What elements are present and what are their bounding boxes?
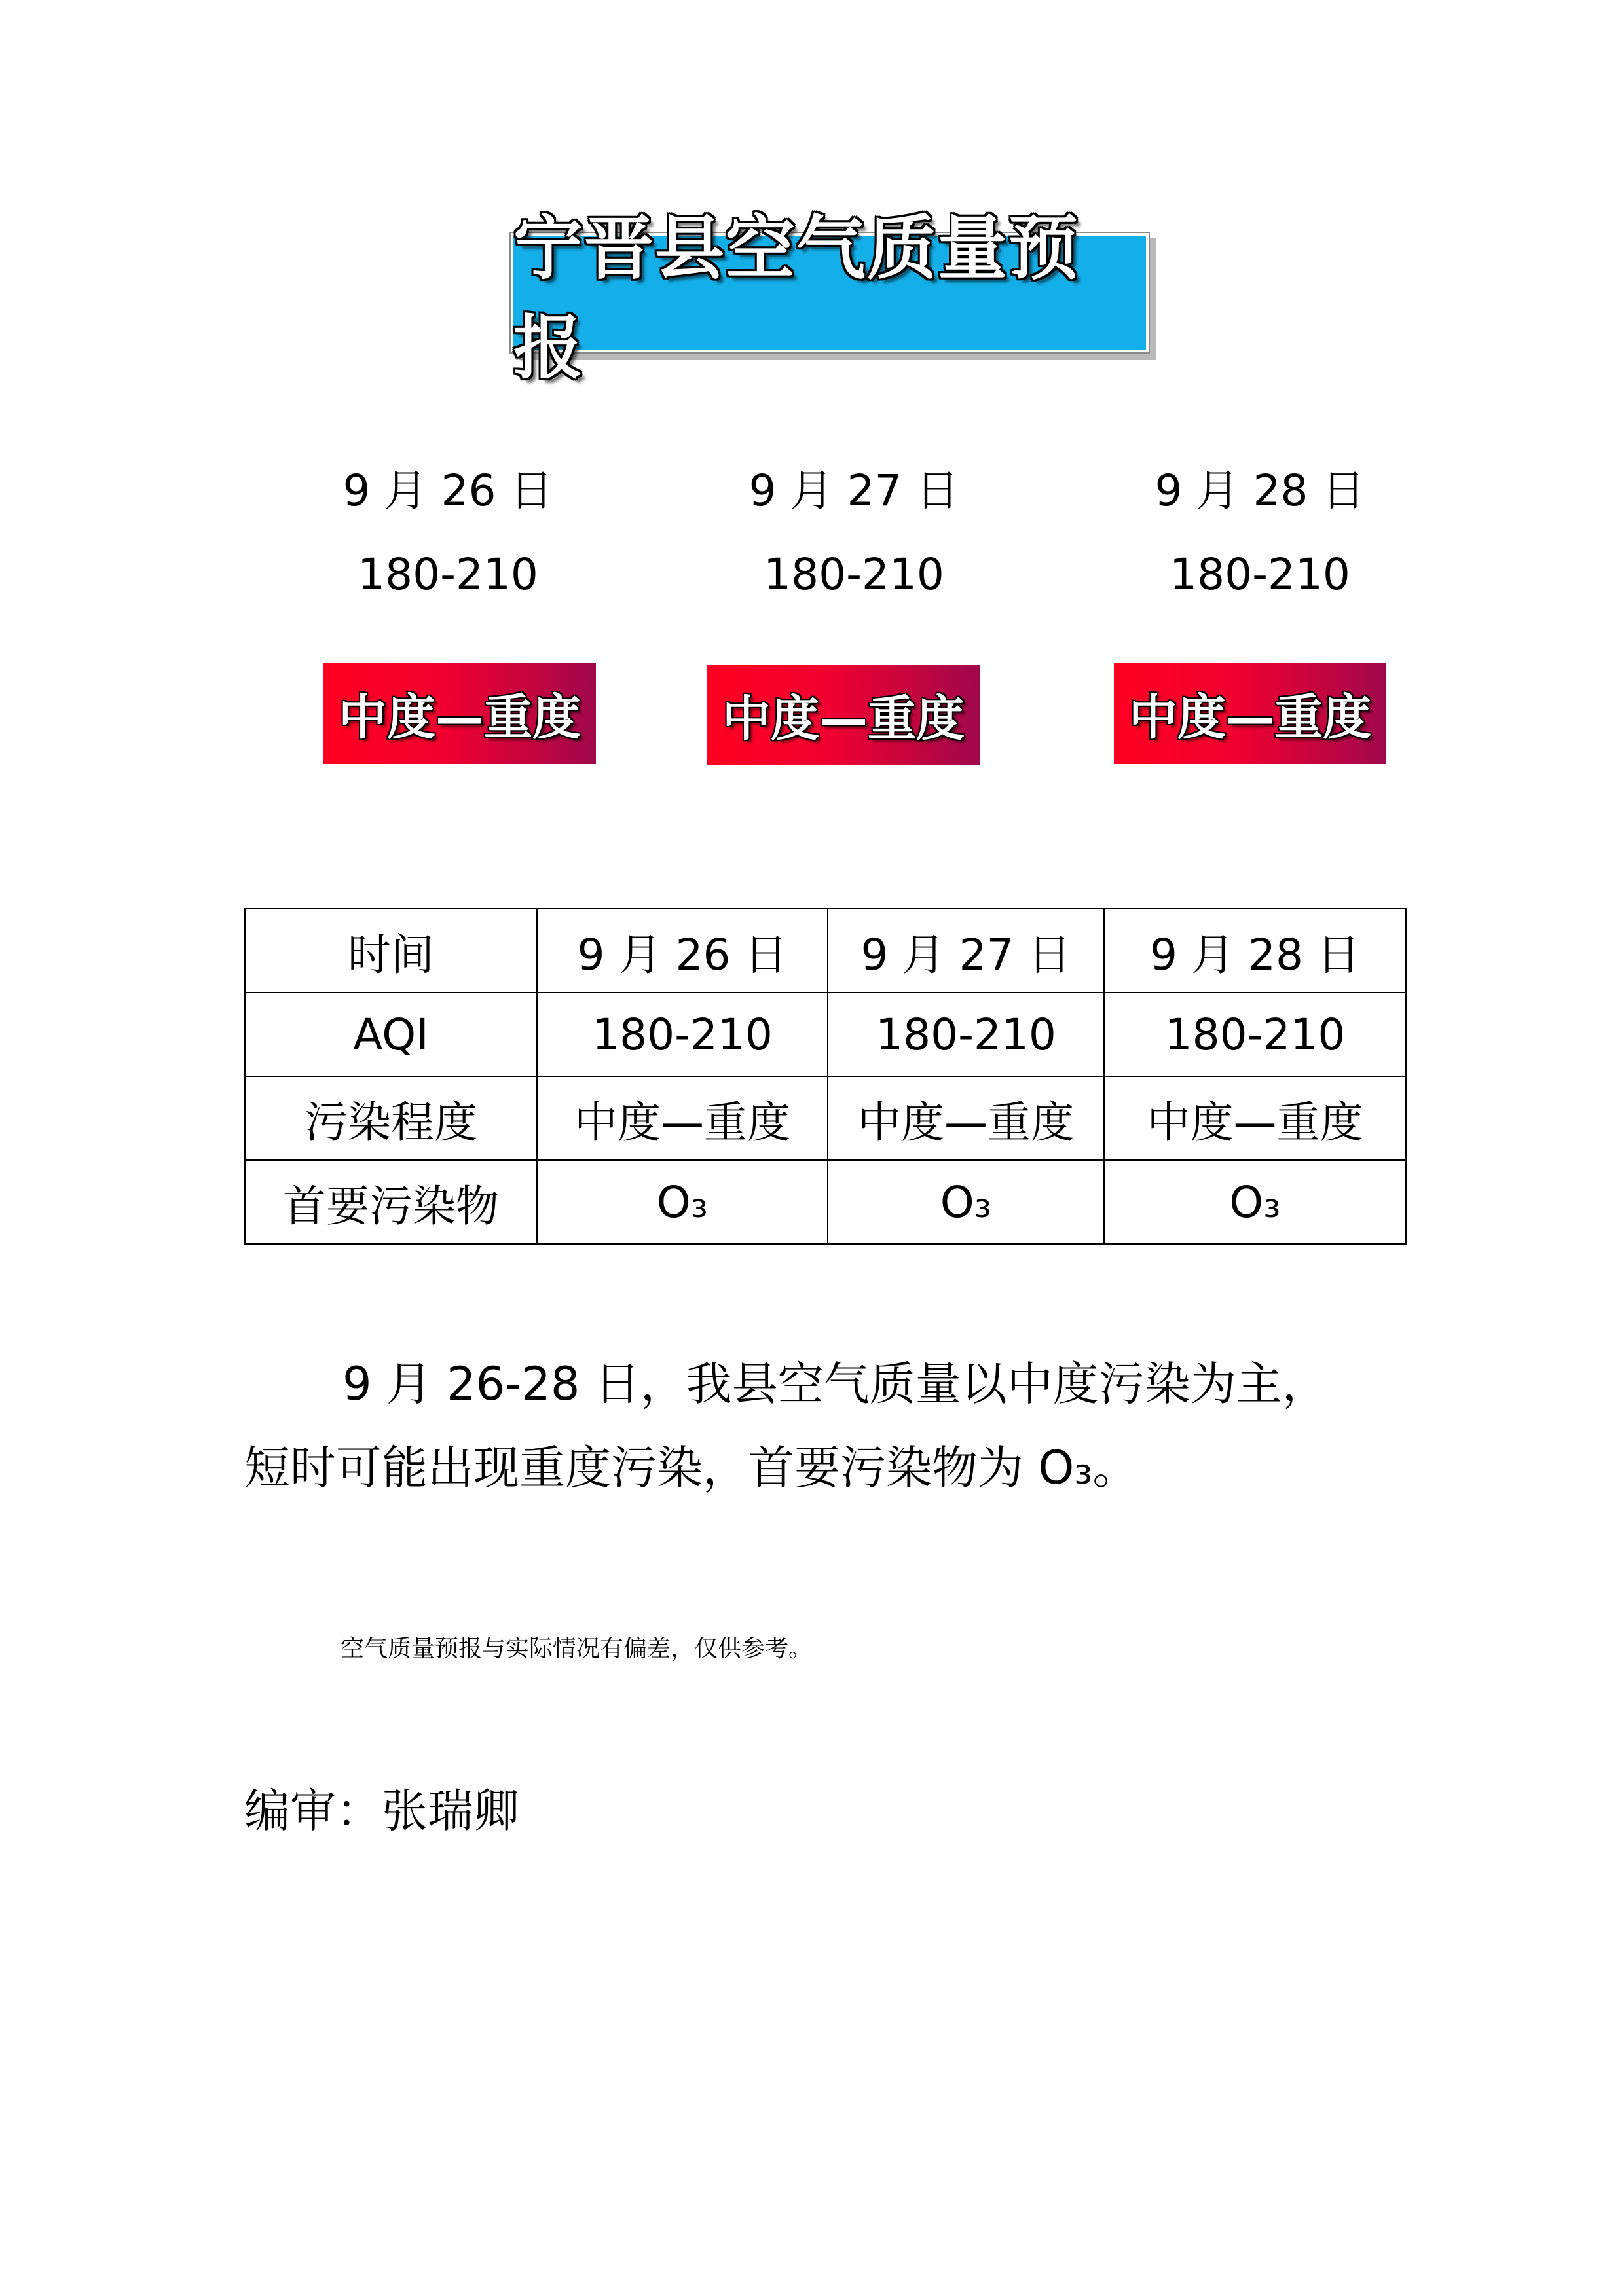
table-cell: AQI xyxy=(245,993,537,1076)
level-label: 中度—重度 xyxy=(1129,689,1371,746)
page-title: 宁晋县空气质量预报 xyxy=(513,208,1079,388)
table-cell: 180-210 xyxy=(828,993,1104,1076)
table-cell: 180-210 xyxy=(1104,993,1406,1076)
table-cell: 首要污染物 xyxy=(245,1160,537,1244)
summary-line-2: 短时可能出现重度污染，首要污染物为 O₃。 xyxy=(244,1441,1139,1495)
table-header-cell: 9 月 26 日 xyxy=(537,909,828,993)
table-cell: O₃ xyxy=(828,1160,1104,1244)
table-cell: 中度—重度 xyxy=(1104,1076,1406,1160)
day-date: 9 月 27 日 xyxy=(748,465,959,516)
level-label: 中度—重度 xyxy=(339,689,581,746)
level-label: 中度—重度 xyxy=(722,691,965,747)
day-date: 9 月 28 日 xyxy=(1154,465,1365,516)
level-badge-2 xyxy=(707,665,980,765)
day-aqi: 180-210 xyxy=(358,549,538,600)
editor-signature: 编审：张瑞卿 xyxy=(244,1784,519,1838)
table-row xyxy=(245,909,1406,993)
day-aqi: 180-210 xyxy=(1170,549,1350,600)
table-row xyxy=(245,993,1406,1076)
table-cell: 中度—重度 xyxy=(537,1076,828,1160)
table-cell: O₃ xyxy=(1104,1160,1406,1244)
day-forecast-1 xyxy=(304,465,592,601)
table-cell: 180-210 xyxy=(537,993,828,1076)
table-cell: O₃ xyxy=(537,1160,828,1244)
day-forecast-2 xyxy=(710,465,998,601)
forecast-summary xyxy=(244,1342,1410,1510)
title-banner xyxy=(511,208,1149,388)
level-badge-1 xyxy=(323,663,596,764)
table-cell: 中度—重度 xyxy=(828,1076,1104,1160)
day-aqi: 180-210 xyxy=(764,549,944,600)
day-forecast-3 xyxy=(1116,465,1404,601)
table-cell: 污染程度 xyxy=(245,1076,537,1160)
level-badge-3 xyxy=(1114,663,1386,764)
table-row xyxy=(245,1076,1406,1160)
forecast-table xyxy=(244,908,1407,1245)
table-header-cell: 9 月 28 日 xyxy=(1104,909,1406,993)
disclaimer-note: 空气质量预报与实际情况有偏差，仅供参考。 xyxy=(341,1635,813,1662)
table-row xyxy=(245,1160,1406,1244)
day-date: 9 月 26 日 xyxy=(342,465,553,516)
table-header-cell: 时间 xyxy=(245,909,537,993)
summary-line-1: 9 月 26-28 日，我县空气质量以中度污染为主， xyxy=(342,1357,1328,1411)
table-header-cell: 9 月 27 日 xyxy=(828,909,1104,993)
